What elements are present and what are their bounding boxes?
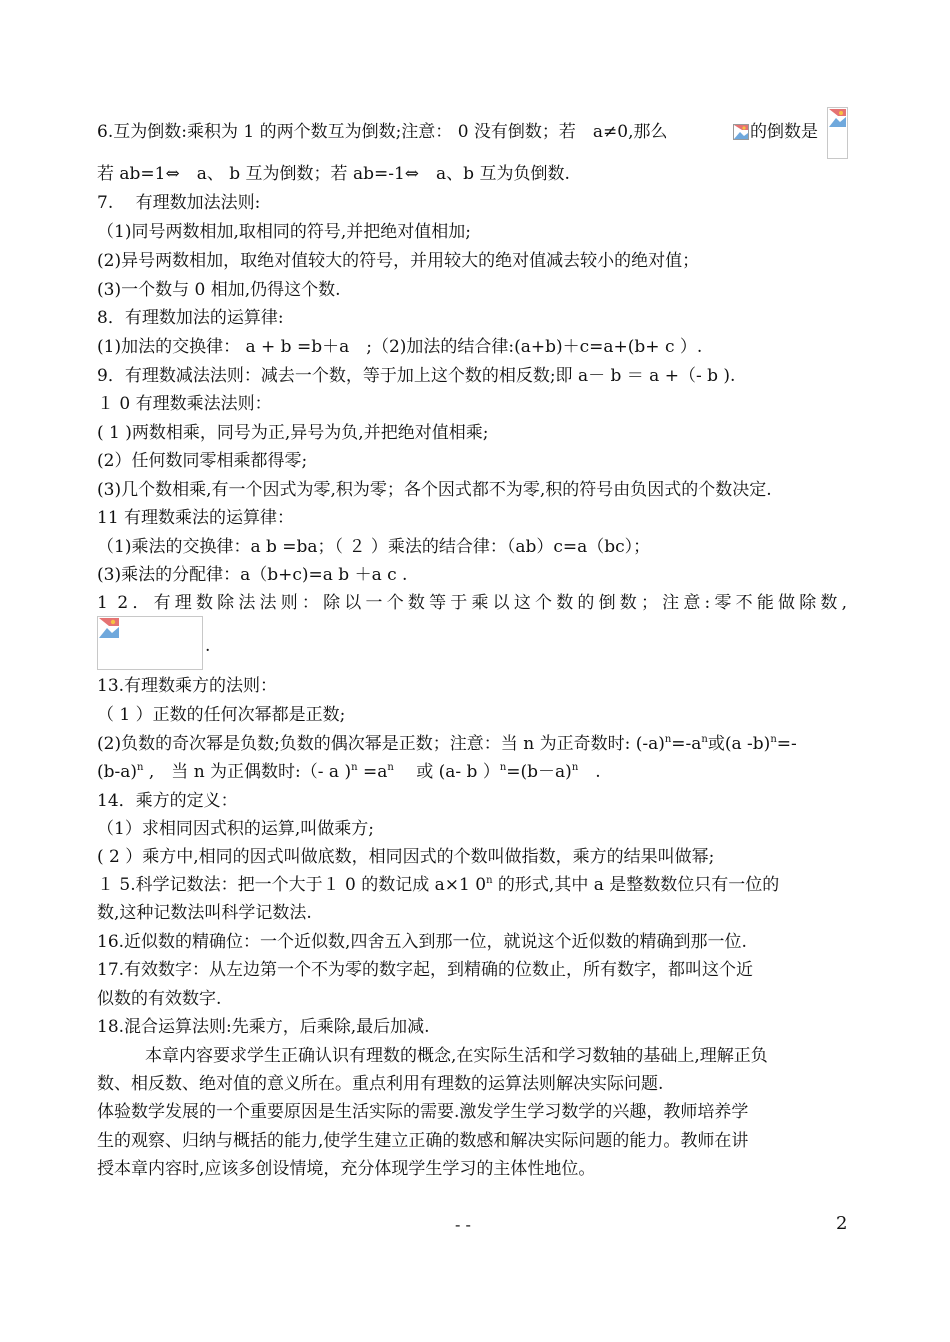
- superscript: n: [571, 762, 579, 773]
- rule-17-line2: 似数的有效数字.: [97, 989, 222, 1009]
- broken-image-icon: [98, 617, 120, 639]
- text: .: [578, 762, 601, 782]
- superscript: n: [486, 875, 493, 886]
- text: 或(a -b): [707, 734, 771, 754]
- rule-13-item2-line1: [97, 734, 797, 754]
- rule-6-line2: 若 ab=1⇔ a、 b 互为倒数；若 ab=-1⇔ a、b 互为负倒数.: [97, 164, 570, 184]
- rule-14-item2: ( 2 ）乘方中,相同的因式叫做底数，相同因式的个数叫做指数，乘方的结果叫做幂;: [97, 847, 715, 867]
- rule-10-item2: (2）任何数同零相乘都得零;: [97, 451, 308, 471]
- rule-9: 9．有理数减法法则：减去一个数，等于加上这个数的相反数;即 a－ b ＝ a +（- b ).: [97, 366, 736, 386]
- superscript: n: [664, 734, 672, 745]
- inline-image-placeholder: [827, 107, 848, 159]
- text: =-: [776, 734, 797, 754]
- text: , 当 n 为正偶数时:（- a ): [143, 762, 352, 782]
- rule-11-item2: (3)乘法的分配律：a（b+c)=a b ＋a c .: [97, 565, 408, 585]
- teaching-paragraph-line2: 生的观察、归纳与概括的能力,使学生建立正确的数感和解决实际问题的能力。教师在讲: [97, 1131, 749, 1151]
- text: 或 (a- b ）: [393, 762, 500, 782]
- superscript: n: [387, 762, 394, 773]
- rule-7-item2: (2)异号两数相加，取绝对值较大的符号，并用较大的绝对值减去较小的绝对值；: [97, 251, 700, 271]
- rule-10-heading: １ 0 有理数乘法法则：: [97, 394, 272, 414]
- superscript: n: [701, 734, 708, 745]
- rule-13-item1: （ 1 ）正数的任何次幂都是正数;: [97, 705, 346, 725]
- rule-15-line1: [97, 875, 779, 895]
- rule-14-heading: 14．乘方的定义：: [97, 791, 238, 811]
- superscript: n: [499, 762, 507, 773]
- text: (b-a): [97, 762, 138, 782]
- text: 的形式,其中 a 是整数数位只有一位的: [492, 875, 780, 895]
- rule-12-period: .: [205, 636, 211, 656]
- superscript: n: [137, 762, 144, 773]
- broken-image-icon: [828, 108, 847, 128]
- rule-13-item2-line2: [97, 762, 601, 782]
- text: =-a: [671, 734, 702, 754]
- broken-image-icon: [733, 124, 749, 140]
- rule-12: 1 2．有理数除法法则：除以一个数等于乘以这个数的倒数；注意:零不能做除数,: [97, 593, 847, 613]
- rule-8-heading: 8．有理数加法的运算律:: [97, 308, 284, 328]
- rule-6-tail: [750, 122, 818, 142]
- rule-8-item1: (1)加法的交换律： a + b =b＋a ;（2)加法的结合律:(a+b)＋c=a+(b+ c ）.: [97, 337, 703, 357]
- rule-7-heading: 7. 有理数加法法则:: [97, 193, 261, 213]
- rule-13-heading: 13.有理数乘方的法则：: [97, 676, 278, 696]
- rule-7-item1: （1)同号两数相加,取相同的符号,并把绝对值相加;: [97, 222, 471, 242]
- rule-14-item1: （1）求相同因式积的运算,叫做乘方;: [97, 819, 374, 839]
- teaching-paragraph-line1: 体验数学发展的一个重要原因是生活实际的需要.激发学生学习数学的兴趣，教师培养学: [97, 1102, 749, 1122]
- text: １ 5.科学记数法：把一个大于１ 0 的数记成 a×1 0: [97, 875, 487, 895]
- rule-10-item3: (3)几个数相乘,有一个因式为零,积为零；各个因式都不为零,积的符号由负因式的个数决定.: [97, 480, 772, 500]
- text: =a: [357, 762, 388, 782]
- rule-11-heading: 11 有理数乘法的运算律：: [97, 508, 295, 528]
- rule-10-item1: ( 1 )两数相乘，同号为正,异号为负,并把绝对值相乘;: [97, 423, 489, 443]
- superscript: n: [770, 734, 777, 745]
- rule-6-line1: [97, 122, 668, 142]
- teaching-paragraph-line3: 授本章内容时,应该多创设情境，充分体现学生学习的主体性地位。: [97, 1159, 596, 1179]
- rule-6-text: 6.互为倒数:乘积为 1 的两个数互为倒数;注意： 0 没有倒数；若 a≠0,那么: [97, 122, 668, 142]
- page-number: 2: [836, 1213, 848, 1234]
- rule-18: 18.混合运算法则:先乘方，后乘除,最后加减.: [97, 1017, 430, 1037]
- rule-17-line1: 17.有效数字：从左边第一个不为零的数字起，到精确的位数止，所有数字，都叫这个近: [97, 960, 754, 980]
- rule-7-item3: (3)一个数与 0 相加,仍得这个数.: [97, 280, 341, 300]
- summary-paragraph-line1: 本章内容要求学生正确认识有理数的概念,在实际生活和学习数轴的基础上,理解正负: [145, 1046, 768, 1066]
- superscript: n: [351, 762, 358, 773]
- text: =(b－a): [506, 762, 572, 782]
- footer-dash: - -: [455, 1215, 471, 1234]
- rule-6-tail-text: 的倒数是: [750, 122, 818, 142]
- rule-16: 16.近似数的精确位：一个近似数,四舍五入到那一位，就说这个近似数的精确到那一位.: [97, 932, 747, 952]
- rule-15-line2: 数,这种记数法叫科学记数法.: [97, 903, 312, 923]
- rule-11-item1: （1)乘法的交换律：a b =ba；（ ２ ）乘法的结合律：（ab）c=a（bc）；: [97, 537, 651, 557]
- text: (2)负数的奇次幂是负数;负数的偶次幂是正数；注意：当 n 为正奇数时: (-a): [97, 734, 665, 754]
- formula-image-placeholder: [97, 616, 203, 670]
- summary-paragraph-line2: 数、相反数、绝对值的意义所在。重点利用有理数的运算法则解决实际问题.: [97, 1074, 664, 1094]
